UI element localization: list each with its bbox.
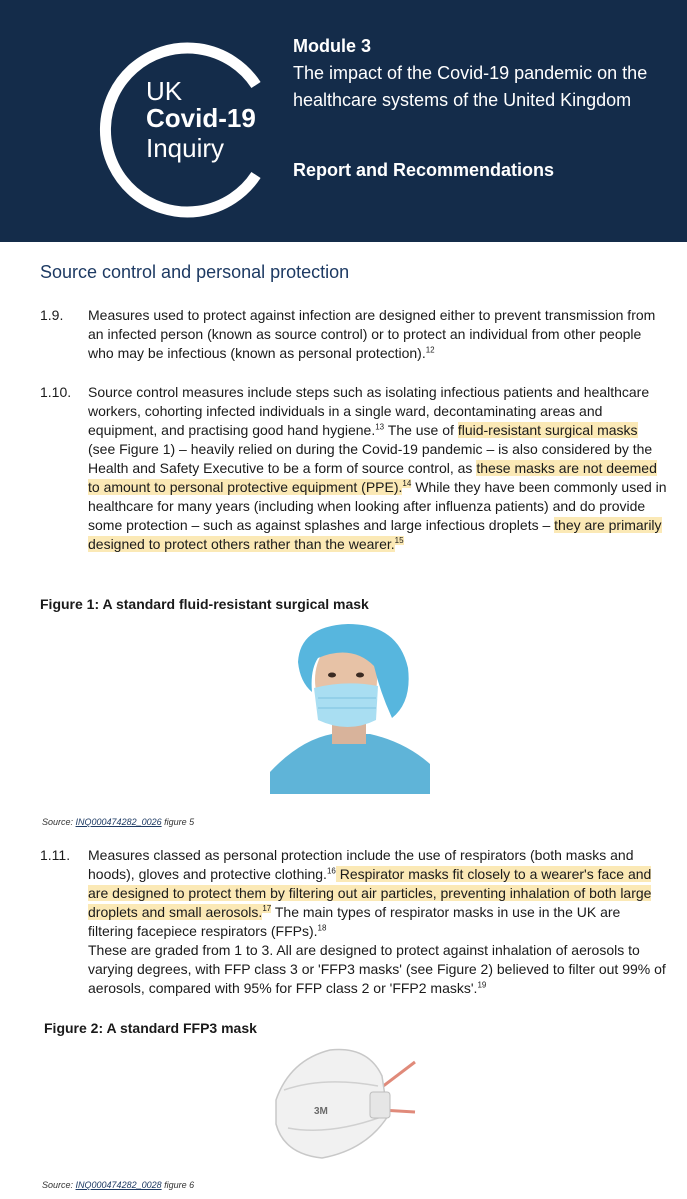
paragraph-text <box>88 383 668 554</box>
paragraph-number: 1.10. <box>40 384 72 400</box>
footnote-ref[interactable]: 16 <box>326 866 336 876</box>
logo-text-covid: Covid-19 <box>146 103 256 133</box>
source-suffix: figure 5 <box>161 817 195 827</box>
paragraph-text-run: The main types of respirator masks in use in the UK are filtering facepiece respirators (FFPs). <box>88 904 621 939</box>
paragraph-text <box>88 846 668 998</box>
module-title: The impact of the Covid-19 pandemic on the healthcare systems of the United Kingdom <box>293 63 648 110</box>
logo-text-uk: UK <box>146 76 183 106</box>
footnote-ref[interactable]: 17 <box>262 904 272 914</box>
highlighted-text: fluid-resistant surgical masks <box>457 422 638 438</box>
source-suffix: figure 6 <box>161 1180 195 1190</box>
footnote-ref[interactable]: 14 <box>402 479 412 489</box>
module-label: Module 3 <box>293 36 372 56</box>
surgical-mask-illustration <box>270 622 430 794</box>
paragraph-text <box>88 306 668 363</box>
paragraph-text-run: The use of <box>384 422 458 438</box>
footnote-ref[interactable]: 19 <box>477 980 487 990</box>
paragraph-number: 1.11. <box>40 847 71 863</box>
figure-1-caption: Figure 1: A standard fluid-resistant surgical mask <box>40 596 369 612</box>
report-header <box>0 0 687 242</box>
highlighted-text: Respirator masks fit closely to a wearer's face and are designed to protect them by filtering out air particles, preventing inhalation of both large droplets and small aerosols. <box>88 866 652 920</box>
paragraph-1-10 <box>40 383 670 578</box>
surgical-mask-photo <box>270 622 430 794</box>
mask-brand-text: 3M <box>314 1106 328 1117</box>
figure-2-source <box>42 1180 194 1190</box>
footnote-ref[interactable]: 13 <box>375 422 385 432</box>
figure-1-source-link[interactable]: INQ000474282_0026 <box>75 817 162 827</box>
source-label: Source: <box>42 1180 76 1190</box>
paragraph-number: 1.9. <box>40 307 64 323</box>
footnote-ref[interactable]: 15 <box>394 536 404 546</box>
highlighted-text: they are primarily designed to protect others rather than the wearer. <box>88 517 662 552</box>
paragraph-text-run: Measures used to protect against infection are designed either to prevent transmission from an infected person (known as source control) or to protect an individual from other people who may be infectious (known as personal protection). <box>88 307 656 361</box>
logo-text-inquiry: Inquiry <box>146 133 225 163</box>
source-label: Source: <box>42 817 76 827</box>
footnote-ref[interactable]: 12 <box>425 345 435 355</box>
ffp3-mask-illustration <box>270 1040 422 1170</box>
report-subtitle: Report and Recommendations <box>293 160 555 180</box>
paragraph-1-9 <box>40 306 670 366</box>
paragraph-text-run: (see Figure 1) – heavily relied on during the Covid-19 pandemic – is also considered by the Health and Safety Executive to be a form of source control, as <box>88 441 653 476</box>
paragraph-text-run: Source control measures include steps such as isolating infectious patients and healthcare workers, cohorting infected individuals in a single ward, decontaminating areas and equipment, and practising good hand hygiene. <box>88 384 650 438</box>
paragraph-text-run: Measures classed as personal protection include the use of respirators (both masks and hoods), gloves and protective clothing. <box>88 847 634 882</box>
section-title: Source control and personal protection <box>40 262 350 282</box>
figure-2-source-link[interactable]: INQ000474282_0028 <box>75 1180 162 1190</box>
figure-1-source <box>42 817 194 827</box>
footnote-ref[interactable]: 18 <box>317 923 327 933</box>
paragraph-text-run: While they have been commonly used in healthcare for many years (including when looking after influenza patients) and do provide some protection – such as against splashes and large infectious droplets – <box>88 479 667 533</box>
figure-2-caption: Figure 2: A standard FFP3 mask <box>44 1020 257 1036</box>
ffp3-mask-photo <box>270 1040 422 1170</box>
highlighted-text: these masks are not deemed to amount to personal protective equipment (PPE). <box>88 460 657 495</box>
paragraph-1-11 <box>40 846 670 1006</box>
paragraph-text-run: These are graded from 1 to 3. All are designed to protect against inhalation of aerosols to varying degrees, with FFP class 3 or 'FFP3 masks' (see Figure 2) believed to filter out 99% of aerosols, compared with 95% for FFP class 2 or 'FFP2 masks'. <box>88 942 666 996</box>
